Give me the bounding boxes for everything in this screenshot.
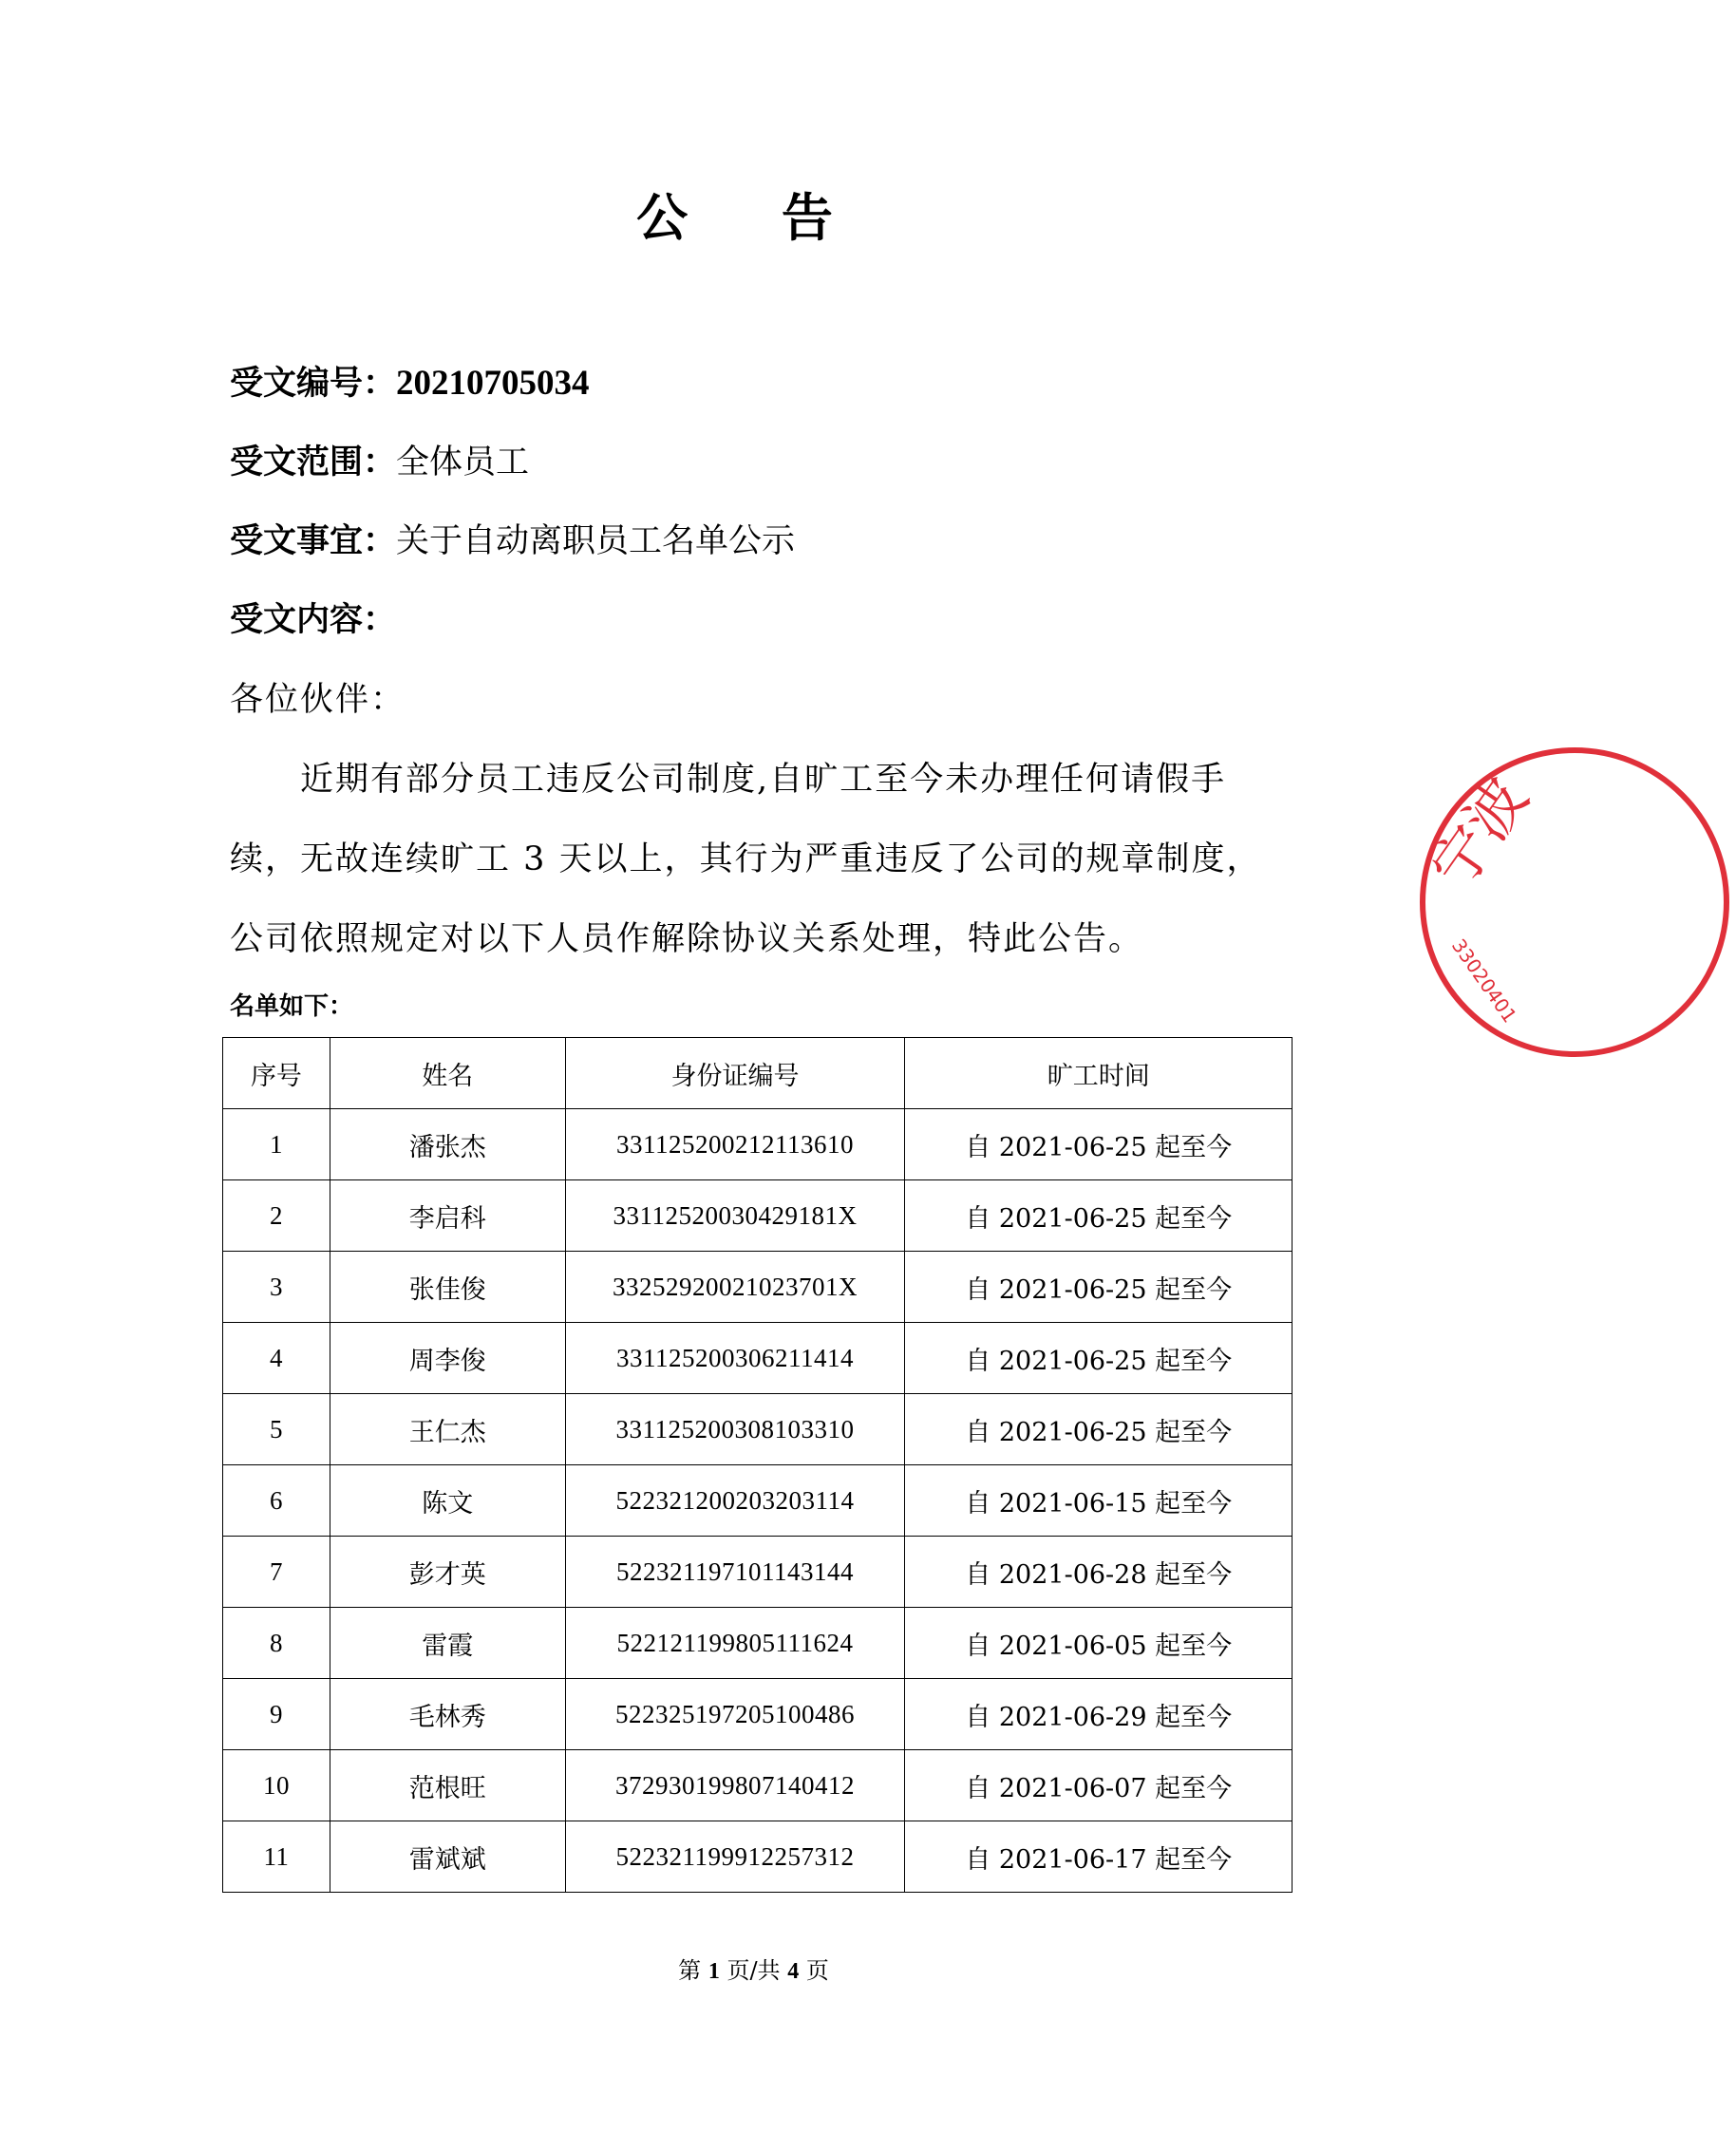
seal-number: 33020401 <box>1446 934 1521 1028</box>
cell-id-number: 522321197101143144 <box>565 1537 905 1608</box>
field-value: 全体员工 <box>396 443 530 481</box>
cell-absence-time: 自 2021-06-25 起至今 <box>905 1109 1293 1180</box>
cell-name: 周李俊 <box>330 1323 565 1394</box>
field-label: 受文编号： <box>230 364 397 403</box>
cell-absence-time: 自 2021-06-07 起至今 <box>905 1750 1293 1821</box>
field-doc-number <box>230 359 590 408</box>
roster-table <box>222 1037 1293 1893</box>
cell-absence-time: 自 2021-06-25 起至今 <box>905 1252 1293 1323</box>
table-row <box>223 1608 1293 1679</box>
cell-id-number: 331125200306211414 <box>565 1323 905 1394</box>
table-row <box>223 1465 1293 1537</box>
table-row <box>223 1109 1293 1180</box>
header-absence-time: 旷工时间 <box>905 1038 1293 1109</box>
table-row <box>223 1537 1293 1608</box>
cell-id-number: 522321199912257312 <box>565 1821 905 1893</box>
header-index: 序号 <box>223 1038 330 1109</box>
cell-index: 6 <box>223 1465 330 1537</box>
salutation: 各位伙伴： <box>230 681 406 719</box>
cell-index: 11 <box>223 1821 330 1893</box>
page-total: 4 <box>787 1959 800 1984</box>
cell-id-number: 33112520030429181X <box>565 1180 905 1252</box>
field-value: 关于自动离职员工名单公示 <box>396 522 796 560</box>
cell-absence-time: 自 2021-06-25 起至今 <box>905 1180 1293 1252</box>
cell-index: 8 <box>223 1608 330 1679</box>
seal-text: 宁波 <box>1417 764 1542 901</box>
table-row <box>223 1394 1293 1465</box>
cell-name: 张佳俊 <box>330 1252 565 1323</box>
cell-absence-time: 自 2021-06-25 起至今 <box>905 1394 1293 1465</box>
table-row <box>223 1252 1293 1323</box>
cell-index: 5 <box>223 1394 330 1465</box>
cell-id-number: 522325197205100486 <box>565 1679 905 1750</box>
table-row <box>223 1323 1293 1394</box>
cell-name: 潘张杰 <box>330 1109 565 1180</box>
cell-name: 李启科 <box>330 1180 565 1252</box>
cell-absence-time: 自 2021-06-28 起至今 <box>905 1537 1293 1608</box>
cell-index: 9 <box>223 1679 330 1750</box>
header-id-number: 身份证编号 <box>565 1038 905 1109</box>
field-subject <box>230 517 795 566</box>
cell-name: 王仁杰 <box>330 1394 565 1465</box>
body-text <box>230 660 1284 979</box>
table-header-row <box>223 1038 1293 1109</box>
table-row <box>223 1180 1293 1252</box>
cell-index: 4 <box>223 1323 330 1394</box>
field-content <box>230 595 396 645</box>
field-scope <box>230 438 529 487</box>
field-label: 受文内容： <box>230 600 397 639</box>
cell-index: 7 <box>223 1537 330 1608</box>
cell-name: 陈文 <box>330 1465 565 1537</box>
page-title: 公 告 <box>636 188 871 248</box>
cell-name: 范根旺 <box>330 1750 565 1821</box>
field-value: 20210705034 <box>396 364 590 403</box>
cell-absence-time: 自 2021-06-29 起至今 <box>905 1679 1293 1750</box>
cell-id-number: 33252920021023701X <box>565 1252 905 1323</box>
cell-index: 2 <box>223 1180 330 1252</box>
cell-id-number: 522121199805111624 <box>565 1608 905 1679</box>
field-label: 受文事宜： <box>230 521 397 560</box>
cell-index: 10 <box>223 1750 330 1821</box>
cell-name: 毛林秀 <box>330 1679 565 1750</box>
cell-index: 1 <box>223 1109 330 1180</box>
cell-id-number: 372930199807140412 <box>565 1750 905 1821</box>
cell-id-number: 331125200308103310 <box>565 1394 905 1465</box>
cell-name: 雷霞 <box>330 1608 565 1679</box>
list-heading: 名单如下： <box>230 992 354 1021</box>
header-name: 姓名 <box>330 1038 565 1109</box>
table-row <box>223 1679 1293 1750</box>
page-footer: 第 1 页/共 4 页 <box>678 1957 829 1984</box>
cell-name: 彭才英 <box>330 1537 565 1608</box>
cell-absence-time: 自 2021-06-17 起至今 <box>905 1821 1293 1893</box>
page-number: 1 <box>708 1959 720 1984</box>
cell-id-number: 522321200203203114 <box>565 1465 905 1537</box>
cell-absence-time: 自 2021-06-25 起至今 <box>905 1323 1293 1394</box>
table-row <box>223 1750 1293 1821</box>
company-seal <box>1413 741 1736 1064</box>
body-paragraph: 近期有部分员工违反公司制度,自旷工至今未办理任何请假手续，无故连续旷工 3 天以上，其行为严重违反了公司的规章制度，公司依照规定对以下人员作解除协议关系处理，特此公告。 <box>230 761 1262 958</box>
field-label: 受文范围： <box>230 443 397 481</box>
cell-absence-time: 自 2021-06-15 起至今 <box>905 1465 1293 1537</box>
cell-index: 3 <box>223 1252 330 1323</box>
cell-name: 雷斌斌 <box>330 1821 565 1893</box>
cell-absence-time: 自 2021-06-05 起至今 <box>905 1608 1293 1679</box>
table-row <box>223 1821 1293 1893</box>
cell-id-number: 331125200212113610 <box>565 1109 905 1180</box>
